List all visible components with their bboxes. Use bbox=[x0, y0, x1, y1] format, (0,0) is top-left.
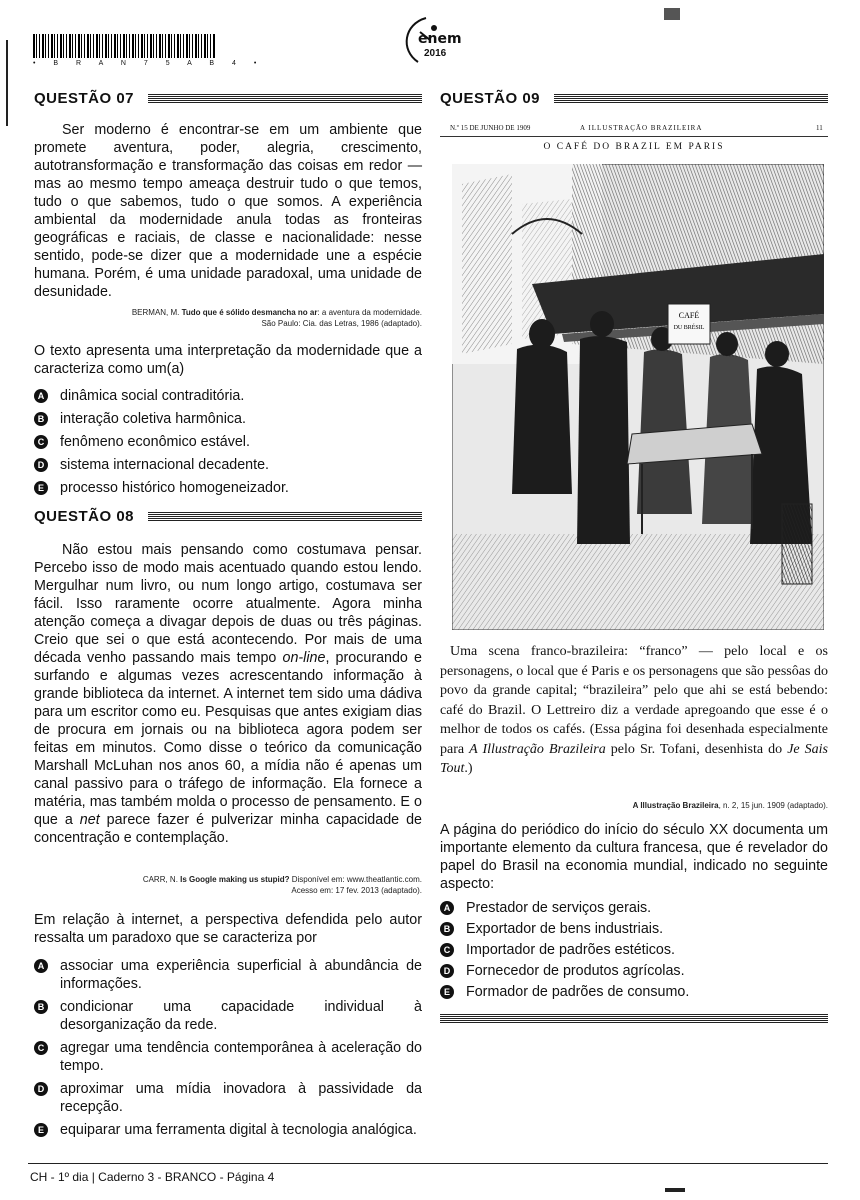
illustration-caption bbox=[440, 642, 828, 779]
margin-rule bbox=[6, 40, 8, 126]
option-letter-badge: D bbox=[34, 1082, 48, 1096]
question-09-stem: A página do periódico do início do século XX documenta um importante elemento da cultura francesa, que é revelador do papel do Brasil na economia mundial, indicado no seguinte aspecto: bbox=[440, 822, 828, 892]
masthead-title: A ILLUSTRAÇÃO BRAZILEIRA bbox=[580, 124, 703, 132]
option-text: processo histórico homogeneizador. bbox=[60, 480, 289, 496]
question-08-source bbox=[34, 874, 422, 896]
text-italic: net bbox=[79, 812, 100, 828]
option-letter-badge: E bbox=[34, 481, 48, 495]
option-d[interactable] bbox=[34, 1080, 422, 1116]
question-07-options bbox=[34, 387, 422, 502]
option-letter-badge: E bbox=[34, 1123, 48, 1137]
option-d[interactable] bbox=[34, 456, 422, 474]
option-a[interactable] bbox=[440, 899, 828, 917]
question-09-options bbox=[440, 899, 828, 1004]
question-07-stem: O texto apresenta uma interpretação da modernidade que a caracteriza como um(a) bbox=[34, 343, 422, 377]
option-letter-badge: B bbox=[34, 412, 48, 426]
option-b[interactable] bbox=[440, 920, 828, 938]
question-09-header bbox=[440, 90, 828, 107]
option-letter-badge: B bbox=[34, 1000, 48, 1014]
header-rule bbox=[148, 512, 422, 521]
option-letter-badge: C bbox=[440, 943, 454, 957]
option-letter-badge: A bbox=[34, 389, 48, 403]
text-segment: Não estou mais pensando como costumava pensar. Percebo isso de modo mais acentuado quando estou lendo. Mergulhar num livro, ou num longo artigo, costumava ser fácil. Isso raramente ocorre atualmente. Agora minha atenção começa a divagar depois de duas ou três páginas. Creio que sei o que está acontecendo. Por mais de uma década venho passando mais tempo bbox=[34, 542, 422, 666]
question-07-source bbox=[34, 307, 422, 329]
question-09-title: QUESTÃO 09 bbox=[440, 90, 541, 107]
option-d[interactable] bbox=[440, 962, 828, 980]
option-a[interactable] bbox=[34, 957, 422, 993]
enem-logo-year: 2016 bbox=[424, 48, 447, 59]
masthead-rule bbox=[440, 136, 828, 137]
periodical-masthead bbox=[440, 122, 828, 136]
option-letter-badge: C bbox=[34, 1041, 48, 1055]
question-08-text bbox=[34, 541, 422, 847]
source-publisher: São Paulo: Cia. das Letras, 1986 (adaptado). bbox=[261, 319, 422, 328]
source-availability: Disponível em: www.theatlantic.com. bbox=[289, 875, 422, 884]
option-c[interactable] bbox=[34, 433, 422, 451]
registration-mark bbox=[664, 8, 680, 20]
option-text: Prestador de serviços gerais. bbox=[466, 900, 652, 916]
option-b[interactable] bbox=[34, 410, 422, 428]
question-07-header bbox=[34, 90, 422, 107]
question-07-text: Ser moderno é encontrar-se em um ambiente que promete aventura, poder, alegria, crescimento, autotransformação e transformação das coisas em redor — mas ao mesmo tempo ameaça destruir tudo o que temos, tudo o que sabemos, tudo o que somos. A experiência ambiental da modernidade anula todas as fronteiras geográficas e raciais, de classe e nacionalidade: nesse sentido, pode-se dizer que a modernidade une a espécie humana. Porém, é uma unidade paradoxal, uma unidade de desunidade. bbox=[34, 122, 422, 300]
caption-segment: Uma scena franco-brazileira: “franco” — pelo local e os personagens, o local que é Paris e os personagens que são pessôas do povo da grande capital; “brazileira” pelo que ahi se está bebendo: café do Brazil. O Lettreiro diz a verdade apregoando que esse é o melhor de todos os cafés. (Essa página foi desenhada especialmente para bbox=[440, 644, 828, 757]
option-e[interactable] bbox=[440, 983, 828, 1001]
barcode bbox=[33, 34, 215, 58]
option-letter-badge: B bbox=[440, 922, 454, 936]
option-letter-badge: A bbox=[34, 959, 48, 973]
option-text: condicionar uma capacidade individual à desorganização da rede. bbox=[60, 999, 422, 1033]
caption-italic: A Illustração Brazileira bbox=[469, 741, 606, 757]
source-title: Is Google making us stupid? bbox=[180, 875, 290, 884]
header-rule bbox=[554, 94, 828, 103]
enem-logo-text: enem bbox=[418, 31, 462, 47]
caption-segment: pelo Sr. Tofani, desenhista do bbox=[605, 741, 788, 757]
option-text: sistema internacional decadente. bbox=[60, 457, 270, 473]
text-segment: parece fazer é pulverizar minha capacidade de concentração e contemplação. bbox=[34, 812, 422, 846]
source-access-date: Acesso em: 17 fev. 2013 (adaptado). bbox=[291, 886, 422, 895]
source-details: , n. 2, 15 jun. 1909 (adaptado). bbox=[718, 801, 828, 810]
option-e[interactable] bbox=[34, 1121, 422, 1139]
barcode-code: • B R A N 7 5 A B 4 • bbox=[33, 60, 265, 67]
option-text: Fornecedor de produtos agrícolas. bbox=[466, 963, 685, 979]
option-e[interactable] bbox=[34, 479, 422, 497]
question-08-header bbox=[34, 508, 422, 525]
cafe-illustration bbox=[452, 164, 824, 630]
option-text: equiparar uma ferramenta digital à tecnologia analógica. bbox=[60, 1122, 417, 1138]
registration-mark bbox=[665, 1188, 685, 1192]
sign-text-bresil: DU BRÉSIL bbox=[673, 325, 705, 331]
masthead-page: 11 bbox=[816, 124, 823, 132]
option-letter-badge: C bbox=[34, 435, 48, 449]
question-07-title: QUESTÃO 07 bbox=[34, 90, 135, 107]
question-08-stem: Em relação à internet, a perspectiva defendida pelo autor ressalta um paradoxo que se caracteriza por bbox=[34, 912, 422, 946]
source-subtitle: : a aventura da modernidade. bbox=[317, 308, 422, 317]
option-letter-badge: A bbox=[440, 901, 454, 915]
option-b[interactable] bbox=[34, 998, 422, 1034]
question-08-options bbox=[34, 957, 422, 1144]
option-text: agregar uma tendência contemporânea à aceleração do tempo. bbox=[60, 1040, 422, 1074]
caption-segment: .) bbox=[464, 761, 473, 776]
caption-italic: Je Sais Tout bbox=[440, 741, 828, 776]
option-c[interactable] bbox=[440, 941, 828, 959]
option-text: Formador de padrões de consumo. bbox=[466, 984, 690, 1000]
sign-text-cafe: CAFÉ bbox=[678, 311, 700, 320]
option-text: fenômeno econômico estável. bbox=[60, 434, 250, 450]
question-08-title: QUESTÃO 08 bbox=[34, 508, 135, 525]
option-text: dinâmica social contraditória. bbox=[60, 388, 245, 404]
option-text: Exportador de bens industriais. bbox=[466, 921, 664, 937]
article-title: O CAFÉ DO BRAZIL EM PARIS bbox=[543, 142, 725, 152]
footer-rule bbox=[28, 1163, 828, 1164]
option-text: Importador de padrões estéticos. bbox=[466, 942, 676, 958]
option-c[interactable] bbox=[34, 1039, 422, 1075]
option-letter-badge: E bbox=[440, 985, 454, 999]
header-rule bbox=[148, 94, 422, 103]
option-text: aproximar uma mídia inovadora à passividade da recepção. bbox=[60, 1081, 422, 1115]
option-letter-badge: D bbox=[34, 458, 48, 472]
option-text: associar uma experiência superficial à abundância de informações. bbox=[60, 958, 422, 992]
question-09-source bbox=[440, 800, 828, 811]
section-end-rule bbox=[440, 1014, 828, 1023]
page-footer: CH - 1º dia | Caderno 3 - BRANCO - Página 4 bbox=[30, 1170, 275, 1184]
option-a[interactable] bbox=[34, 387, 422, 405]
source-title: Tudo que é sólido desmancha no ar bbox=[181, 308, 318, 317]
masthead-date: N.º 15 DE JUNHO DE 1909 bbox=[450, 124, 531, 132]
text-segment: , procurando e surfando e algumas vezes acrescentando informação à grande biblioteca da internet. A internet tem sido uma dádiva para um escritor como eu. Pesquisas que antes exigiam dias de procura em jornais ou na biblioteca agora podem ser feitas em minutos. Como disse o teórico da comunicação Marshall McLuhan nos anos 60, a mídia não é apenas um canal passivo para o tráfego de informação. Ela fornece a matéria, mas também molda o processo de pensamento. E o que a bbox=[34, 650, 422, 828]
option-text: interação coletiva harmônica. bbox=[60, 411, 246, 427]
source-author: CARR, N. bbox=[142, 875, 181, 884]
source-author: BERMAN, M. bbox=[131, 308, 182, 317]
text-italic: on-line bbox=[282, 650, 326, 666]
source-title: A Illustração Brazileira bbox=[632, 801, 719, 810]
option-letter-badge: D bbox=[440, 964, 454, 978]
